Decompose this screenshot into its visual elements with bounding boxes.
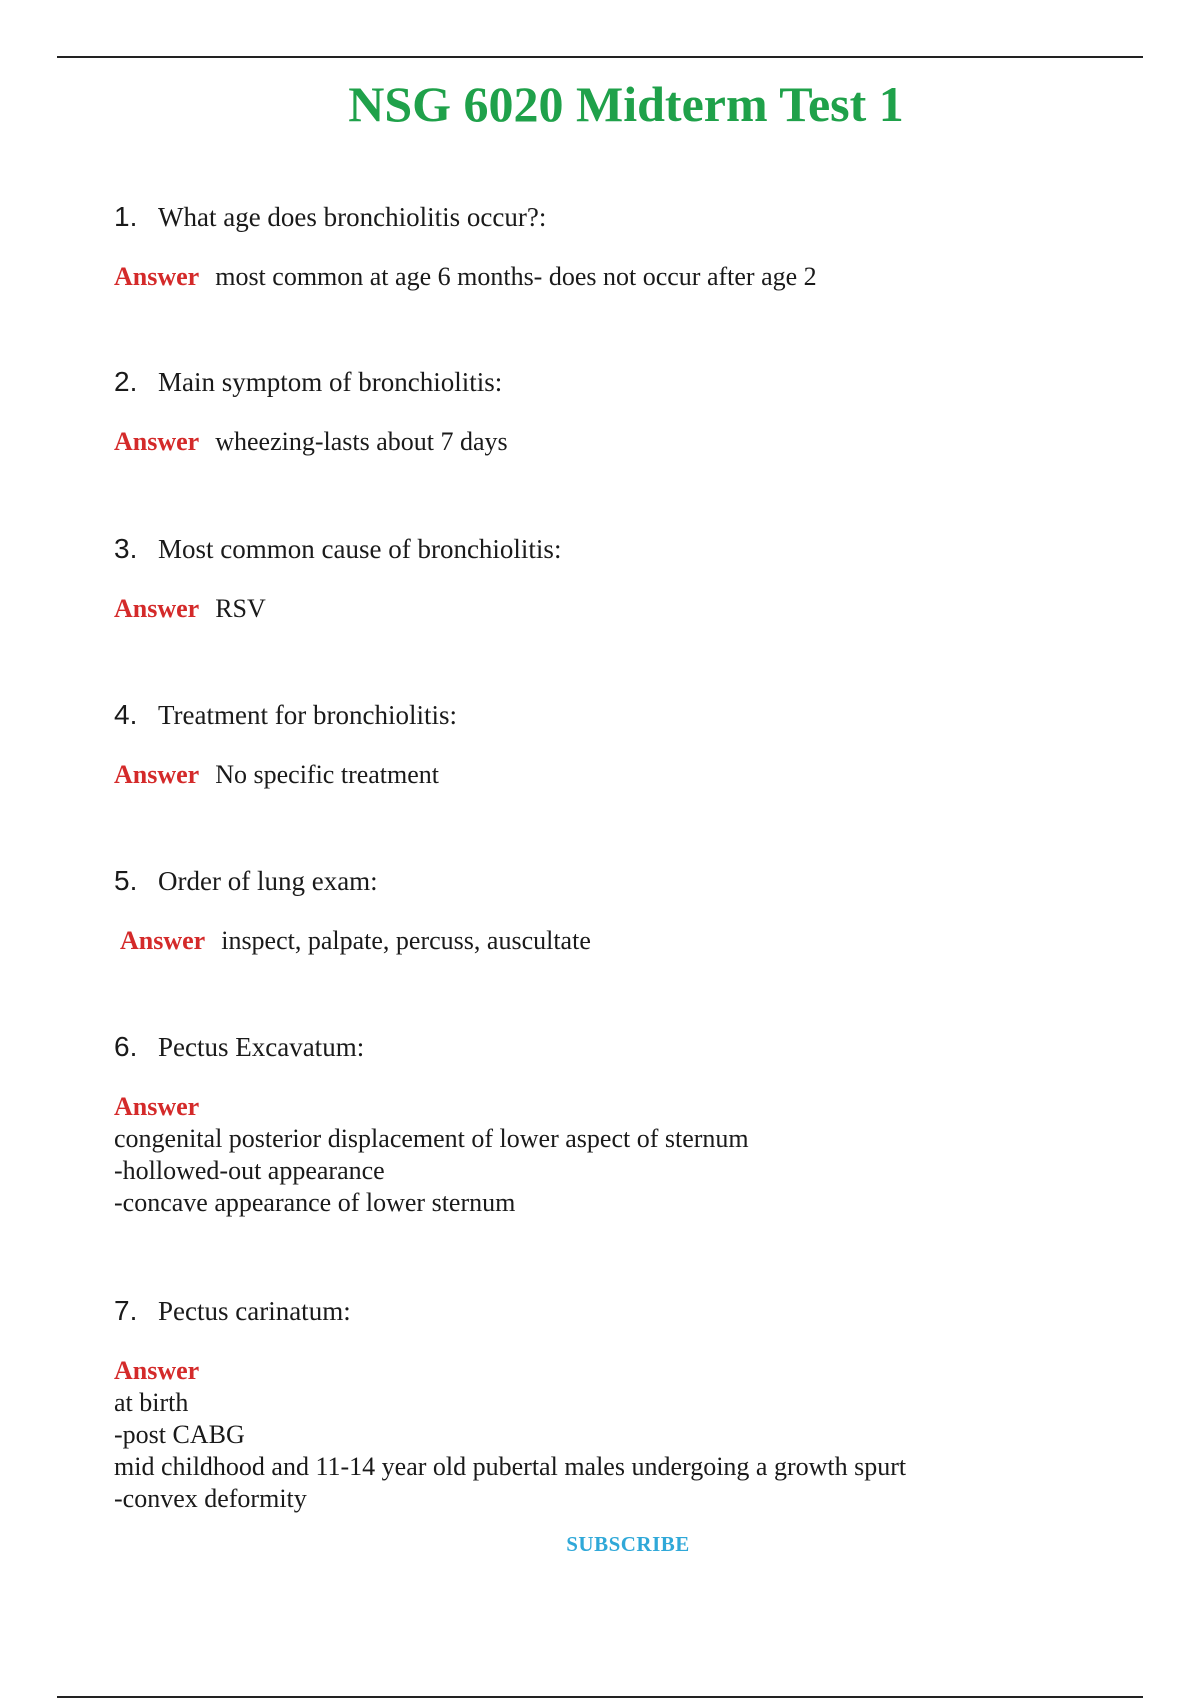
question-number: 2. [114,366,138,397]
question [114,529,1134,569]
question-text: Order of lung exam: [158,866,378,896]
answer-line: mid childhood and 11-14 year old pubertal males undergoing a growth spurt [114,1452,907,1481]
answer-label: Answer [114,1356,200,1385]
answer-label: Answer [120,926,206,955]
subscribe-link[interactable]: SUBSCRIBE [566,1532,690,1556]
question-number: 6. [114,1031,138,1062]
question-text: What age does bronchiolitis occur?: [158,202,547,232]
answer [120,925,1134,957]
qa-item-3 [114,529,1134,625]
top-rule [57,56,1143,58]
question-text: Pectus carinatum: [158,1296,351,1326]
question [114,197,1134,237]
answer [114,261,1134,293]
question [114,861,1134,901]
question-number: 1. [114,201,138,232]
answer-line: -concave appearance of lower sternum [114,1188,516,1217]
question [114,1027,1134,1067]
answer-text: wheezing-lasts about 7 days [215,427,508,456]
answer [114,426,1134,458]
question-text: Pectus Excavatum: [158,1032,365,1062]
answer [114,759,1134,791]
qa-item-5 [114,861,1134,957]
answer [114,1091,1134,1219]
question-number: 4. [114,699,138,730]
answer-label: Answer [114,1092,200,1121]
answer-line: at birth [114,1388,189,1417]
question-number: 3. [114,533,138,564]
question-text: Main symptom of bronchiolitis: [158,367,503,397]
answer [114,593,1134,625]
answer-text: No specific treatment [215,760,440,789]
question [114,362,1134,402]
answer-text: RSV [215,594,266,623]
qa-item-2 [114,362,1134,458]
answer [114,1355,1134,1515]
answer-line: -hollowed-out appearance [114,1156,385,1185]
answer-line: congenital posterior displacement of lower aspect of sternum [114,1124,749,1153]
answer-label: Answer [114,760,200,789]
answer-label: Answer [114,594,200,623]
answer-label: Answer [114,262,200,291]
question-text: Most common cause of bronchiolitis: [158,534,562,564]
bottom-rule [57,1696,1143,1698]
answer-text: most common at age 6 months- does not occur after age 2 [215,262,817,291]
answer-text: inspect, palpate, percuss, auscultate [221,926,591,955]
answer-line: -convex deformity [114,1484,307,1513]
qa-item-6 [114,1027,1134,1219]
qa-item-7 [114,1291,1134,1515]
qa-item-4 [114,695,1134,791]
answer-label: Answer [114,427,200,456]
answer-line: -post CABG [114,1420,245,1449]
question-number: 5. [114,865,138,896]
document-title: NSG 6020 Midterm Test 1 [348,76,904,132]
question-text: Treatment for bronchiolitis: [158,700,457,730]
qa-item-1 [114,197,1134,293]
question [114,1291,1134,1331]
question [114,695,1134,735]
question-number: 7. [114,1295,138,1326]
